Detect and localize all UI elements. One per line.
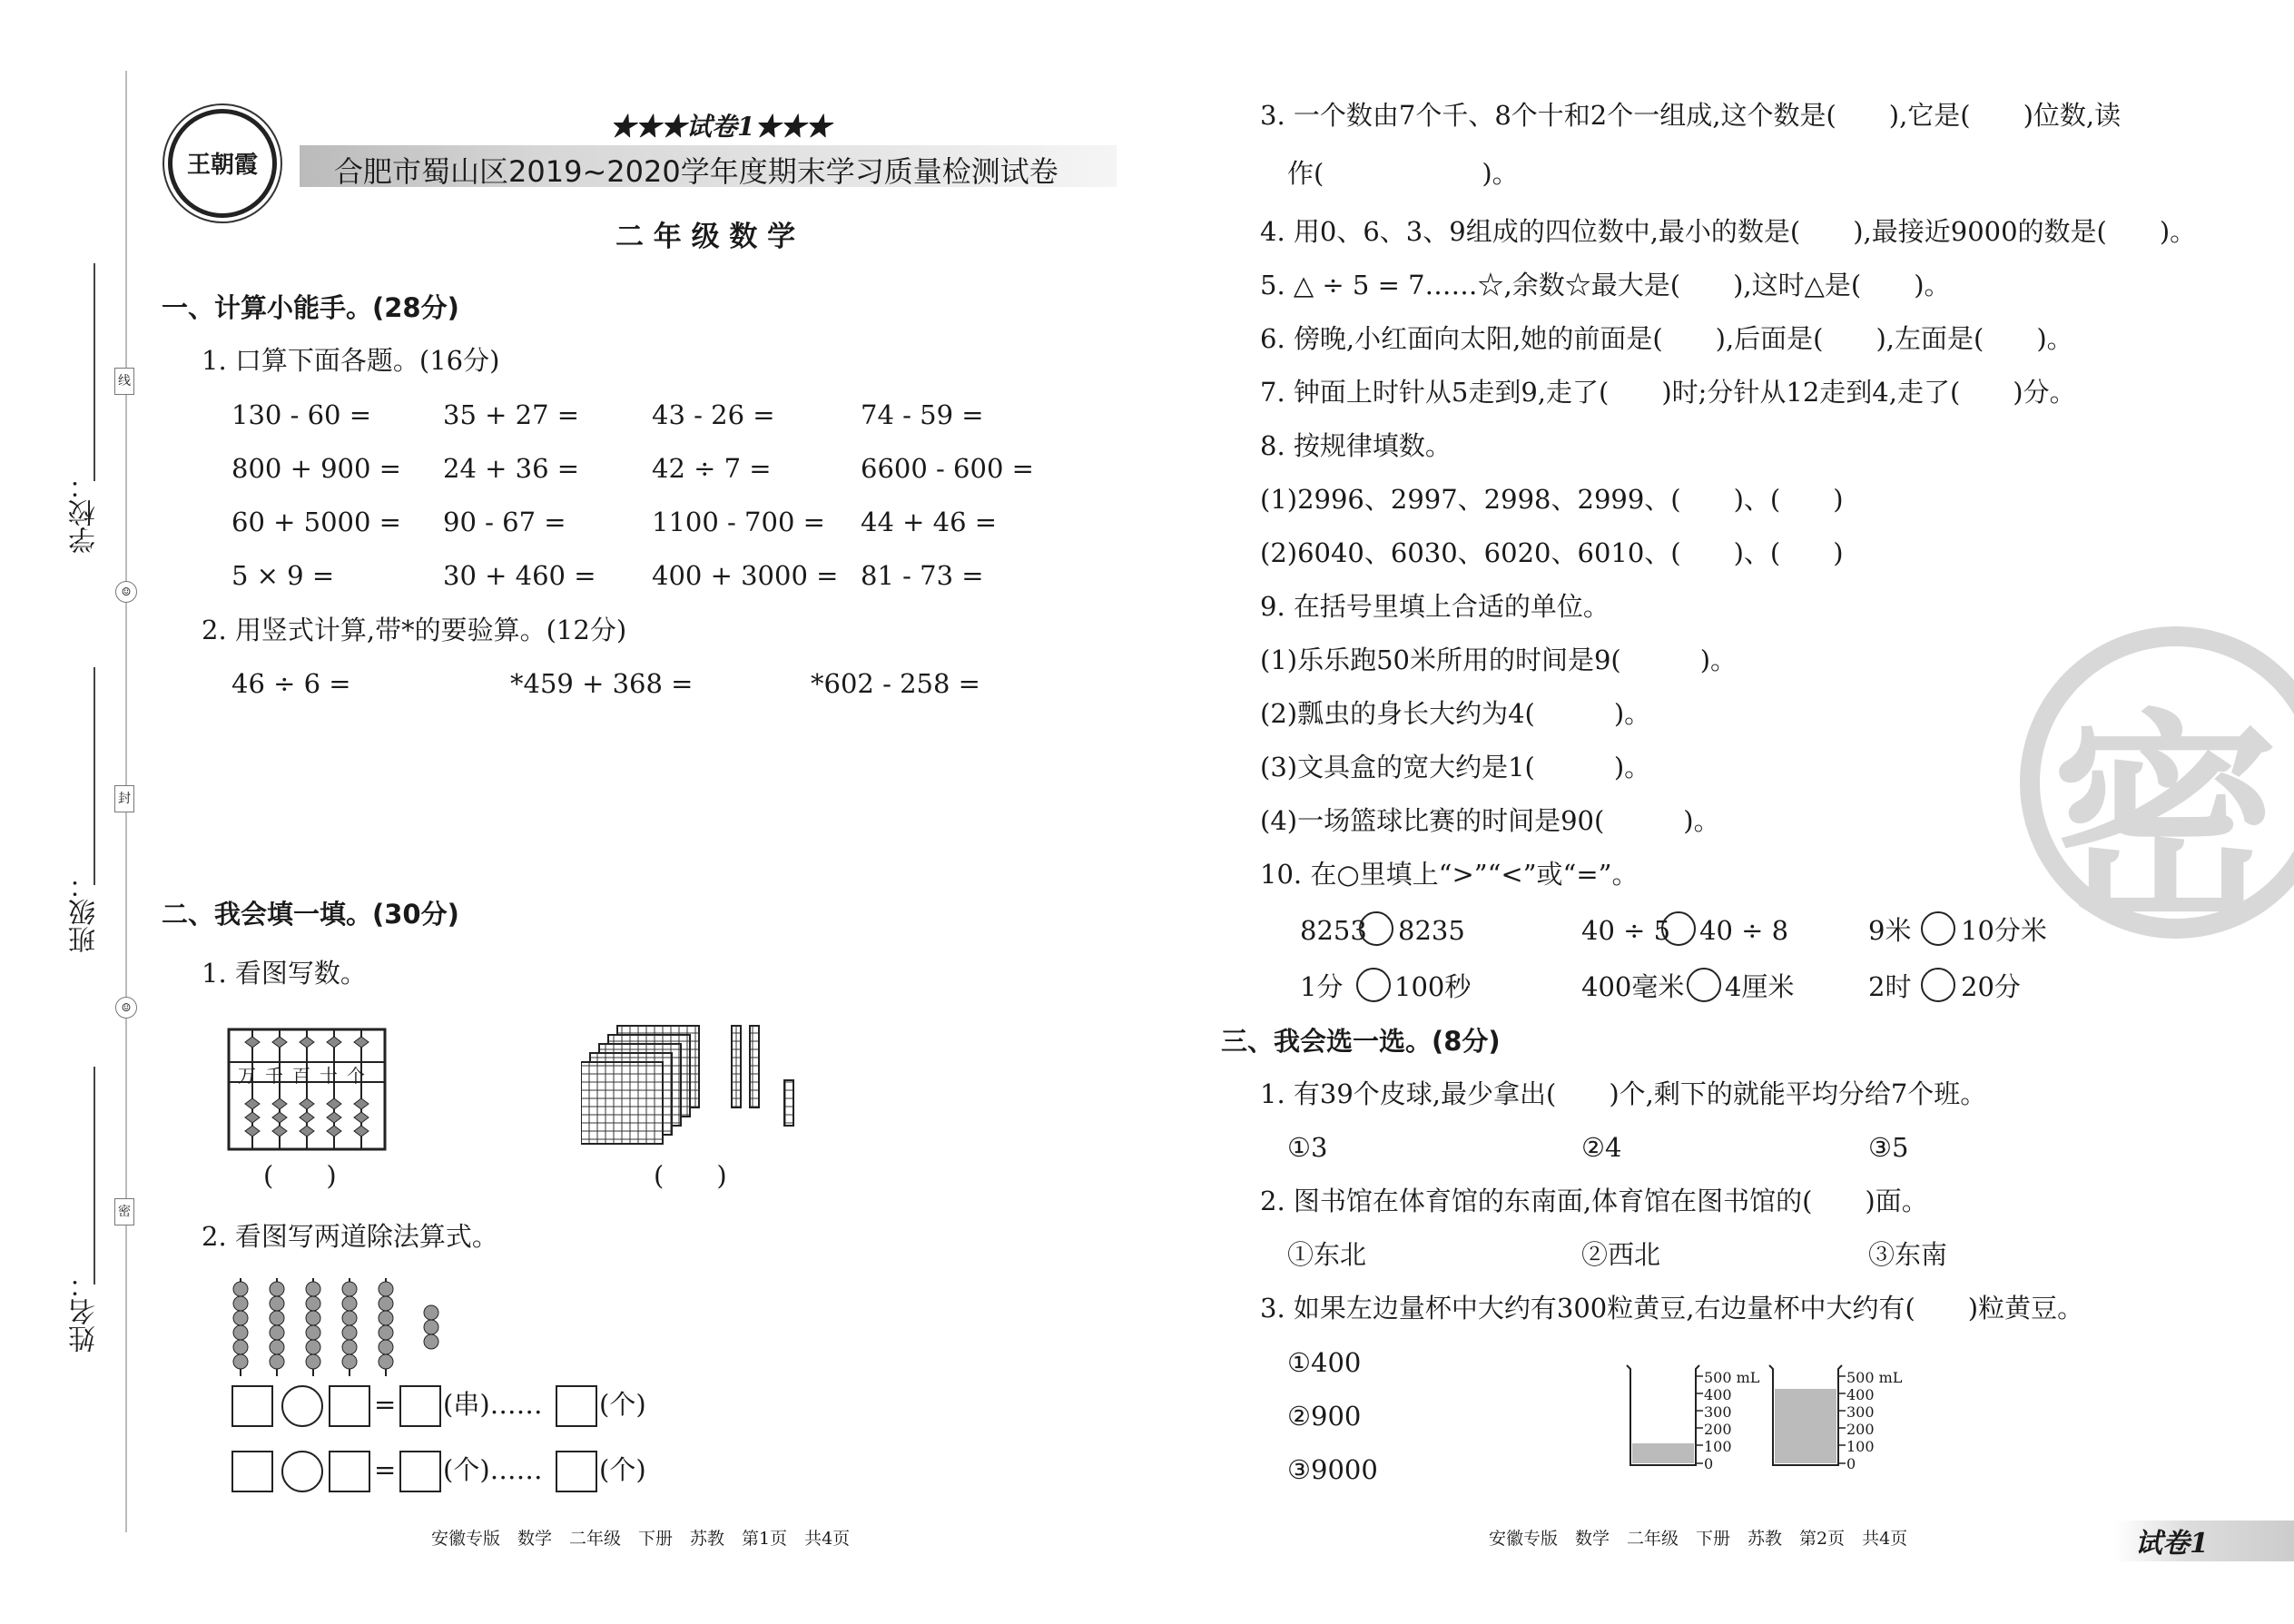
mark-seal: 封	[114, 785, 134, 812]
question-3-1: 1. 有39个皮球,最少拿出( )个,剩下的就能平均分给7个班。	[1260, 1078, 1987, 1109]
abacus-label: 十	[320, 1065, 338, 1087]
option[interactable]: ①3	[1287, 1132, 1328, 1163]
compare-right: 100秒	[1394, 971, 1472, 1002]
compare-circle[interactable]	[1661, 911, 1696, 946]
question-2-9-1: (1)乐乐跑50米所用的时间是9( )。	[1260, 645, 1738, 675]
vertical-item: *459 + 368 =	[510, 668, 694, 699]
exam-title: 合肥市蜀山区2019~2020学年度期末学习质量检测试卷	[334, 154, 1058, 189]
compare-circle[interactable]	[1356, 968, 1391, 1002]
unit-label: (串)……	[443, 1389, 543, 1420]
school-blank[interactable]	[94, 263, 95, 481]
abacus-label: 千	[265, 1065, 283, 1087]
oral-item: 43 - 26 =	[652, 399, 775, 430]
compare-circle[interactable]	[1921, 911, 1955, 946]
answer-box[interactable]	[231, 1451, 273, 1492]
oral-item: 6600 - 600 =	[861, 453, 1034, 484]
question-2-9-3: (3)文具盒的宽大约是1( )。	[1260, 752, 1651, 782]
mark-secret: 密	[114, 1198, 134, 1225]
answer-box[interactable]	[399, 1385, 441, 1427]
answer-circle[interactable]	[281, 1385, 323, 1427]
unit-label: (个)	[599, 1454, 646, 1485]
question-2-3-cont: 作( )。	[1287, 158, 1519, 189]
oral-item: 800 + 900 =	[231, 453, 401, 484]
cup-scale-left: 500 mL 400 300 200 100 0	[1704, 1369, 1760, 1472]
oral-item: 81 - 73 =	[861, 560, 984, 591]
section-2-title: 二、我会填一填。(30分)	[162, 899, 459, 930]
option[interactable]: ②西北	[1581, 1239, 1661, 1270]
question-2-8: 8. 按规律填数。	[1260, 430, 1452, 461]
oral-item: 44 + 46 =	[861, 507, 998, 537]
answer-box[interactable]	[231, 1385, 273, 1427]
margin-seal-icon: ☺	[115, 581, 137, 603]
compare-circle[interactable]	[1359, 911, 1393, 946]
compare-right: 40 ÷ 8	[1699, 915, 1789, 946]
question-2-1: 1. 看图写数。	[202, 958, 367, 989]
oral-item: 42 ÷ 7 =	[652, 453, 772, 484]
question-1-1: 1. 口算下面各题。(16分)	[202, 345, 500, 376]
oral-item: 35 + 27 =	[443, 399, 580, 430]
place-value-blocks	[581, 1017, 808, 1153]
equals-sign: =	[374, 1389, 397, 1420]
question-2-4: 4. 用0、6、3、9组成的四位数中,最小的数是( ),最接近9000的数是( )。	[1260, 216, 2197, 247]
vertical-item: 46 ÷ 6 =	[231, 668, 351, 699]
option[interactable]: ①400	[1287, 1347, 1362, 1378]
compare-right: 8235	[1398, 915, 1465, 946]
section-3-title: 三、我会选一选。(8分)	[1221, 1026, 1501, 1057]
brand-logo: 王朝霞	[168, 109, 277, 218]
question-3-2: 2. 图书馆在体育馆的东南面,体育馆在图书馆的( )面。	[1260, 1186, 1928, 1216]
compare-left: 1分	[1300, 971, 1344, 1002]
question-2-9-2: (2)瓢虫的身长大约为4( )。	[1260, 698, 1651, 729]
answer-box[interactable]	[556, 1385, 597, 1427]
option[interactable]: ②900	[1287, 1401, 1362, 1432]
option[interactable]: ③9000	[1287, 1454, 1378, 1485]
oral-item: 1100 - 700 =	[652, 507, 825, 537]
abacus-label: 万	[238, 1065, 256, 1087]
compare-right: 10分米	[1961, 915, 2047, 946]
paper-badge: ★★★试卷1★★★	[610, 112, 832, 142]
option[interactable]: ③5	[1868, 1132, 1909, 1163]
abacus-label: 个	[347, 1065, 365, 1087]
oral-item: 24 + 36 =	[443, 453, 580, 484]
mark-line: 线	[114, 368, 134, 395]
bead-strings-figure	[227, 1278, 454, 1378]
cup-scale-right: 500 mL 400 300 200 100 0	[1846, 1369, 1903, 1472]
question-2-6: 6. 傍晚,小红面向太阳,她的前面是( ),后面是( ),左面是( )。	[1260, 323, 2073, 354]
oral-item: 74 - 59 =	[861, 399, 984, 430]
footer-right: 安徽专版 数学 二年级 下册 苏教 第2页 共4页	[1489, 1529, 1908, 1549]
compare-left: 400毫米	[1581, 971, 1685, 1002]
footer-tab-label: 试卷1	[2135, 1528, 2209, 1560]
compare-circle[interactable]	[1687, 968, 1721, 1002]
class-blank[interactable]	[94, 667, 95, 885]
oral-item: 30 + 460 =	[443, 560, 596, 591]
compare-left: 9米	[1868, 915, 1912, 946]
option[interactable]: ①东北	[1287, 1239, 1367, 1270]
answer-paren[interactable]: ( )	[654, 1160, 727, 1191]
answer-box[interactable]	[329, 1385, 370, 1427]
compare-right: 4厘米	[1725, 971, 1795, 1002]
question-2-5: 5. △ ÷ 5 = 7……☆,余数☆最大是( ),这时△是( )。	[1260, 270, 1951, 300]
compare-right: 20分	[1961, 971, 2021, 1002]
answer-box[interactable]	[399, 1451, 441, 1492]
abacus-figure	[225, 1026, 389, 1153]
question-2-7: 7. 钟面上时针从5走到9,走了( )时;分针从12走到4,走了( )分。	[1260, 377, 2076, 408]
oral-item: 400 + 3000 =	[652, 560, 839, 591]
oral-item: 130 - 60 =	[231, 399, 372, 430]
compare-left: 8253	[1300, 915, 1367, 946]
question-3-3: 3. 如果左边量杯中大约有300粒黄豆,右边量杯中大约有( )粒黄豆。	[1260, 1293, 2084, 1324]
answer-circle[interactable]	[281, 1451, 323, 1492]
option[interactable]: ②4	[1581, 1132, 1622, 1163]
option[interactable]: ③东南	[1868, 1239, 1948, 1270]
question-2-8-1: (1)2996、2997、2998、2999、( )、( )	[1260, 484, 1844, 515]
answer-box[interactable]	[329, 1451, 370, 1492]
section-1-title: 一、计算小能手。(28分)	[162, 292, 459, 323]
oral-item: 5 × 9 =	[231, 560, 335, 591]
answer-paren[interactable]: ( )	[263, 1160, 337, 1191]
abacus-label: 百	[292, 1065, 310, 1087]
question-2-2: 2. 看图写两道除法算式。	[202, 1221, 498, 1252]
question-2-8-2: (2)6040、6030、6020、6010、( )、( )	[1260, 537, 1844, 568]
compare-left: 2时	[1868, 971, 1912, 1002]
class-label: 班级：	[69, 871, 101, 953]
compare-circle[interactable]	[1921, 968, 1955, 1002]
footer-left: 安徽专版 数学 二年级 下册 苏教 第1页 共4页	[431, 1529, 851, 1549]
question-2-9-4: (4)一场篮球比赛的时间是90( )。	[1260, 805, 1720, 836]
unit-label: (个)	[599, 1389, 646, 1420]
question-2-3: 3. 一个数由7个千、8个十和2个一组成,这个数是( ),它是( )位数,读	[1260, 100, 2122, 131]
name-blank[interactable]	[94, 1067, 95, 1284]
exam-subject: 二 年 级 数 学	[615, 221, 796, 253]
margin-seal-icon: ☺	[115, 997, 137, 1019]
question-2-9: 9. 在括号里填上合适的单位。	[1260, 591, 1610, 622]
question-1-2: 2. 用竖式计算,带*的要验算。(12分)	[202, 615, 627, 645]
vertical-item: *602 - 258 =	[811, 668, 980, 699]
question-2-10: 10. 在○里填上“>”“<”或“=”。	[1260, 859, 1639, 890]
equals-sign: =	[374, 1454, 397, 1485]
answer-box[interactable]	[556, 1451, 597, 1492]
oral-item: 60 + 5000 =	[231, 507, 401, 537]
secret-stamp-char: 密	[2052, 691, 2279, 955]
compare-left: 40 ÷ 5	[1581, 915, 1671, 946]
oral-item: 90 - 67 =	[443, 507, 566, 537]
unit-label: (个)……	[443, 1454, 543, 1485]
school-label: 学校：	[69, 472, 101, 554]
name-label: 姓名：	[69, 1271, 101, 1353]
